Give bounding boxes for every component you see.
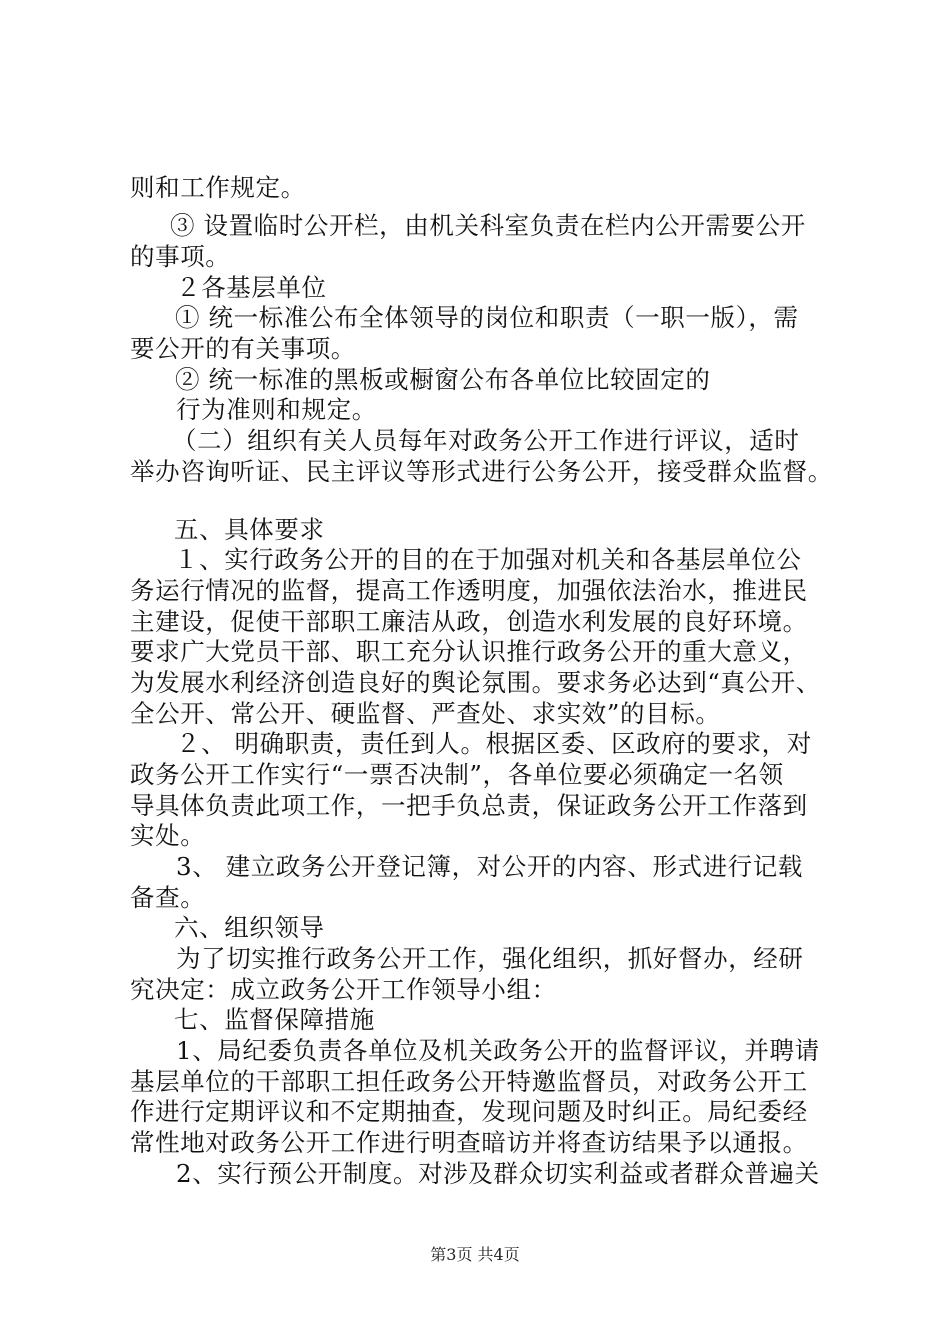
text-line: 为了切实推行政务公开工作，强化组织，抓好督办，经研	[176, 944, 804, 973]
section-heading: 五、具体要求	[174, 515, 325, 544]
text-line: 务运行情况的监督，提高工作透明度，加强依法治水，推进民	[130, 576, 808, 605]
text-line: 行为准则和规定。	[176, 395, 377, 424]
text-line: 究决定：成立政务公开工作领导小组：	[130, 975, 557, 1004]
text-line: 实处。	[130, 821, 206, 850]
text-line: 为发展水利经济创造良好的舆论氛围。要求务必达到“真公开、	[130, 668, 821, 697]
text-line: 1、局纪委负责各单位及机关政务公开的监督评议，并聘请	[176, 1036, 820, 1065]
section-heading: 六、组织领导	[174, 913, 325, 942]
text-line: 要公开的有关事项。	[130, 334, 356, 363]
text-line: 常性地对政务公开工作进行明查暗访并将查访结果予以通报。	[130, 1128, 808, 1157]
text-line: ２、 明确职责，责任到人。根据区委、区政府的要求，对	[176, 729, 812, 758]
section-heading: 七、监督保障措施	[174, 1005, 375, 1034]
text-line: 则和工作规定。	[130, 173, 306, 202]
text-line: 要求广大党员干部、职工充分认识推行政务公开的重大意义，	[130, 637, 808, 666]
text-line: 备查。	[130, 883, 206, 912]
page-footer: 第3页 共4页	[430, 1245, 520, 1264]
text-line: 导具体负责此项工作，一把手负总责，保证政务公开工作落到	[130, 791, 808, 820]
text-line: ② 统一标准的黑板或橱窗公布各单位比较固定的	[175, 365, 711, 394]
text-line: 3、 建立政务公开登记簿，对公开的内容、形式进行记载	[176, 852, 803, 881]
text-line: １、实行政务公开的目的在于加强对机关和各基层单位公	[174, 545, 802, 574]
text-line: （二）组织有关人员每年对政务公开工作进行评议，适时	[172, 426, 800, 455]
text-line: 主建设，促使干部职工廉洁从政，创造水利发展的良好环境。	[130, 607, 808, 636]
text-line: 作进行定期评议和不定期抽查，发现问题及时纠正。局纪委经	[130, 1097, 808, 1126]
text-line: 2、实行预公开制度。对涉及群众切实利益或者群众普遍关	[176, 1159, 820, 1188]
text-line: 举办咨询听证、民主评议等形式进行公务公开，接受群众监督。	[130, 457, 833, 486]
text-line: ２各基层单位	[176, 273, 327, 302]
text-line: 政务公开工作实行“一票否决制”，各单位要必须确定一名领	[130, 760, 784, 789]
text-line: ① 统一标准公布全体领导的岗位和职责（一职一版），需	[175, 303, 799, 332]
text-line: 全公开、常公开、硬监督、严查处、求实效”的目标。	[130, 699, 721, 728]
text-line: 的事项。	[130, 242, 231, 271]
text-line: ③ 设置临时公开栏，由机关科室负责在栏内公开需要公开	[170, 211, 806, 240]
text-line: 基层单位的干部职工担任政务公开特邀监督员，对政务公开工	[130, 1067, 808, 1096]
